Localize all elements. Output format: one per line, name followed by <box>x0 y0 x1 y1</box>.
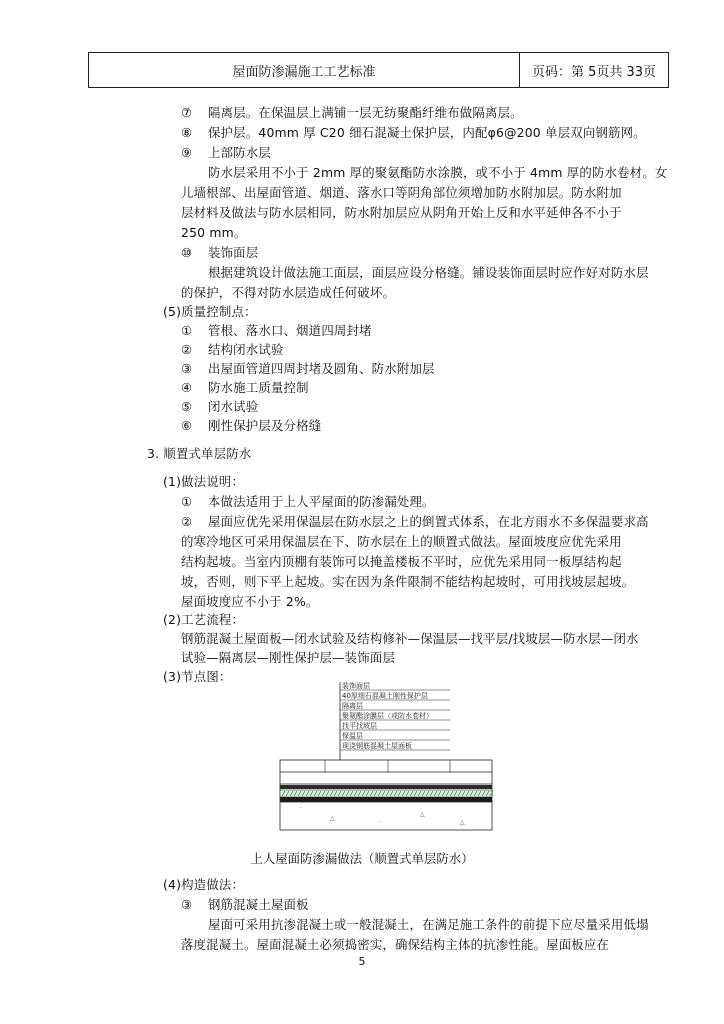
text-line: 根据建筑设计做法施工面层，面层应设分格缝。铺设装饰面层时应作好对防水层 <box>208 265 649 280</box>
svg-text:△: △ <box>420 811 425 818</box>
layer-label: 40厚细石混凝土刚性保护层 <box>342 692 428 700</box>
text-line: (1)做法说明： <box>163 474 245 489</box>
list-marker: ⑩ <box>181 245 193 260</box>
text-line: (5)质量控制点： <box>163 304 257 319</box>
layer-label: 现浇钢筋混凝土屋面板 <box>342 742 412 750</box>
text-line: 管根、落水口、烟道四周封堵 <box>208 323 372 338</box>
text-line: 出屋面管道四周封堵及圆角、防水附加层 <box>208 361 435 376</box>
text-line: 屋面坡度应不小于 2%。 <box>181 594 319 609</box>
list-marker: ③ <box>181 361 193 376</box>
text-line: 闭水试验 <box>208 399 259 414</box>
text-line: 屋面应优先采用保温层在防水层之上的倒置式体系，在北方雨水不多保温要求高 <box>208 514 649 529</box>
figure-caption: 上人屋面防渗漏做法（顺置式单层防水） <box>250 851 474 866</box>
text-line: 的保护，不得对防水层造成任何破坏。 <box>181 285 396 300</box>
text-line: 坡，否则，则下平上起坡。实在因为条件限制不能结构起坡时，可用找坡层起坡。 <box>181 574 635 589</box>
svg-text:·: · <box>380 819 382 826</box>
list-marker: ① <box>181 323 193 338</box>
text-line: 钢筋混凝土屋面板 <box>208 897 309 912</box>
text-line: 屋面可采用抗渗混凝土或一般混凝土，在满足施工条件的前提下应尽量采用低塌 <box>208 917 649 932</box>
text-line: 结构起坡。当室内顶棚有装饰可以掩盖楼板不平时，应优先采用同一板厚结构起 <box>181 554 622 569</box>
text-line: 落度混凝土。屋面混凝土必须捣密实，确保结构主体的抗渗性能。屋面板应在 <box>181 937 610 952</box>
text-line: (3)节点图： <box>163 669 232 684</box>
page-header <box>88 52 669 88</box>
layer-label: 保温层 <box>342 732 363 740</box>
page-number: 5 <box>358 955 366 968</box>
text-line: 的寒冷地区可采用保温层在下、防水层在上的顺置式做法。屋面坡度应优先采用 <box>181 534 622 549</box>
text-line: 儿墙根部、出屋面管道、烟道、落水口等阴角部位须增加防水附加层。防水附加 <box>181 185 622 200</box>
svg-text:△: △ <box>460 819 465 826</box>
list-marker: ⑦ <box>181 105 193 120</box>
layer-label: 找平找坡层 <box>342 722 377 730</box>
text-line: 3. 顺置式单层防水 <box>147 446 252 461</box>
list-marker: ⑥ <box>181 418 193 433</box>
text-line: 上部防水层 <box>208 145 271 160</box>
layer-label: 装饰面层 <box>342 682 370 690</box>
list-marker: ② <box>181 514 193 529</box>
roof-node-diagram <box>270 678 500 838</box>
layer-label: 隔离层 <box>342 702 363 710</box>
text-line: 250 mm。 <box>181 225 247 240</box>
layer-label: 聚氨酯涂膜层（或防水卷材） <box>342 712 433 720</box>
text-line: 保护层。40mm 厚 C20 细石混凝土保护层，内配φ6@200 单层双向钢筋网。 <box>208 125 646 140</box>
svg-text:·: · <box>300 805 302 812</box>
text-line: 隔离层。在保温层上满铺一层无纺聚酯纤维布做隔离层。 <box>208 105 523 120</box>
list-marker: ⑤ <box>181 399 193 414</box>
text-line: 结构闭水试验 <box>208 342 284 357</box>
list-marker: ④ <box>181 380 193 395</box>
list-marker: ② <box>181 342 193 357</box>
list-marker: ⑨ <box>181 145 193 160</box>
text-line: (4)构造做法： <box>163 877 245 892</box>
text-line: 防水层采用不小于 2mm 厚的聚氨酯防水涂膜，或不小于 4mm 厚的防水卷材。女 <box>208 165 668 180</box>
text-line: 刚性保护层及分格缝 <box>208 418 322 433</box>
text-line: 试验—隔离层—刚性保护层—装饰面层 <box>181 650 396 665</box>
text-line: 钢筋混凝土屋面板—闭水试验及结构修补—保温层—找平层/找坡层—防水层—闭水 <box>181 631 639 646</box>
list-marker: ③ <box>181 897 193 912</box>
text-line: 防水施工质量控制 <box>208 380 309 395</box>
text-line: 装饰面层 <box>208 245 259 260</box>
svg-text:△: △ <box>330 815 335 822</box>
text-line: 层材料及做法与防水层相同，防水附加层应从阴角开始上反和水平延伸各不小于 <box>181 205 622 220</box>
text-line: (2)工艺流程： <box>163 612 245 627</box>
header-title: 屋面防渗漏施工工艺标准 <box>89 53 520 87</box>
list-marker: ① <box>181 494 193 509</box>
header-page-info: 页码：第 5页共 33页 <box>531 64 657 80</box>
text-line: 本做法适用于上人平屋面的防渗漏处理。 <box>208 494 435 509</box>
list-marker: ⑧ <box>181 125 193 140</box>
